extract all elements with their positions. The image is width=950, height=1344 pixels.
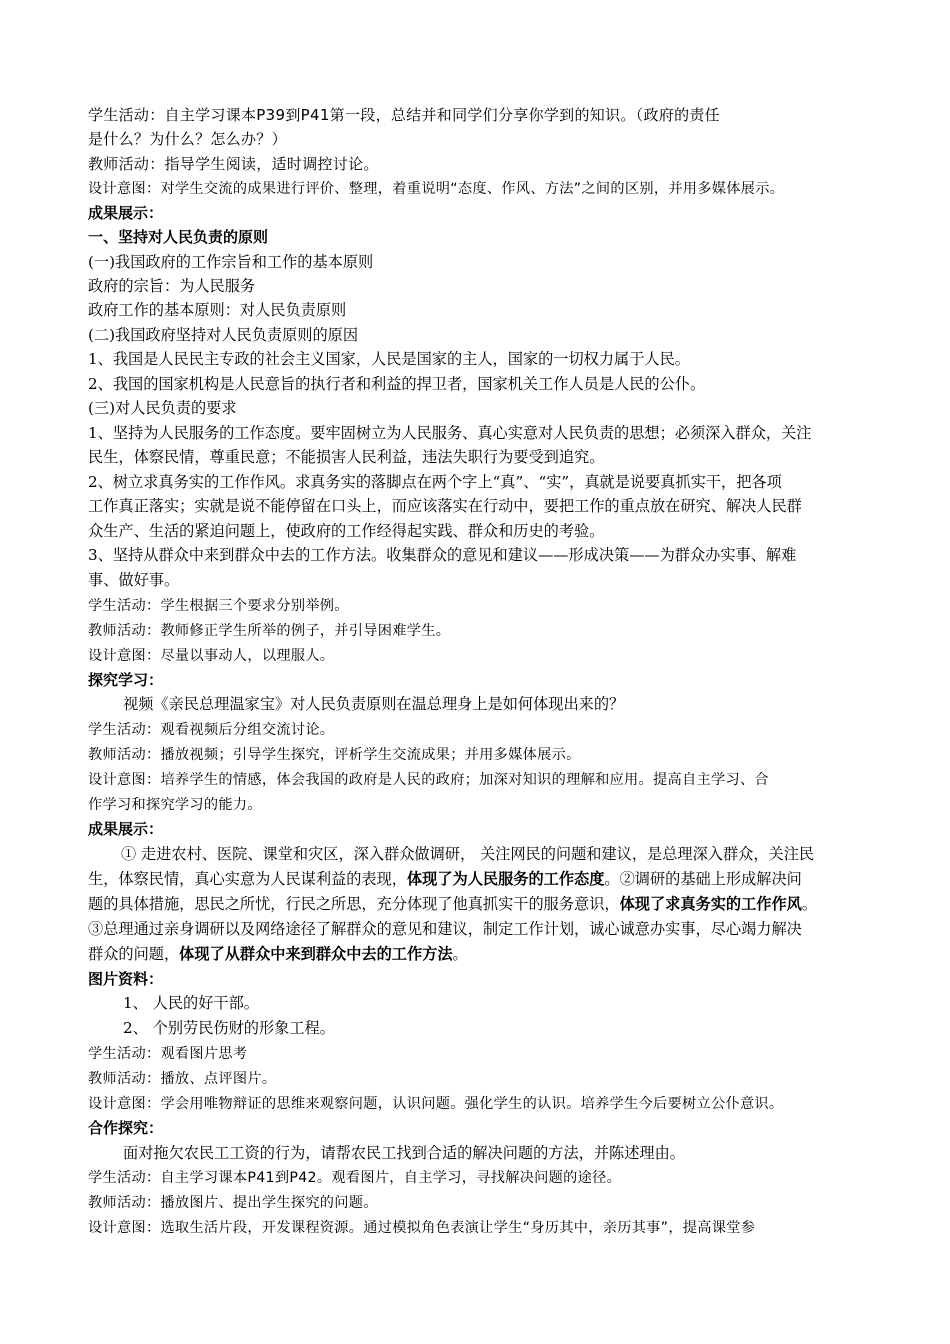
section-heading: 合作探究：	[88, 1119, 164, 1137]
paragraph-line: 2、我国的国家机构是人民意旨的执行者和利益的捍卫者，国家机关工作人员是人民的公仆。	[88, 375, 706, 393]
paragraph-line: 2、树立求真务实的工作作风。求真务实的落脚点在两个字上“真”、“实”，真就是说要真抓实干，把各项	[88, 473, 782, 491]
text-run: 群众的问题，	[88, 945, 180, 963]
paragraph-line: ① 走进农村、医院、课堂和灾区，深入群众做调研， 关注网民的问题和建议，是总理深入群众，关注民	[121, 845, 815, 863]
emphasis-text: 体现了为人民服务的工作态度	[406, 870, 605, 888]
paragraph-line: 众生产、生活的紧迫问题上，使政府的工作经得起实践、群众和历史的考验。	[88, 522, 605, 540]
teacher-activity-line: 教师活动：播放图片、提出学生探究的问题。	[88, 1195, 378, 1211]
paragraph-line	[88, 872, 802, 887]
student-activity-line: 学生活动：观看视频后分组交流讨论。	[88, 722, 335, 738]
paragraph-line: (三)对人民负责的要求	[88, 399, 237, 417]
design-intent-line: 设计意图：尽量以事动人，以理服人。	[88, 648, 335, 664]
paragraph-line: 政府的宗旨：为人民服务	[88, 277, 256, 295]
paragraph-line: 民生，体察民情，尊重民意；不能损害人民利益，违法失职行为要受到追究。	[88, 448, 605, 466]
paragraph-line: ③总理通过亲身调研以及网络途径了解群众的意见和建议，制定工作计划，诚心诚意办实事，尽心竭力解决	[88, 920, 802, 938]
section-heading: 图片资料：	[88, 970, 164, 988]
paragraph-line: 1、坚持为人民服务的工作态度。要牢固树立为人民服务、真心实意对人民负责的思想；必须深入群众，关注	[88, 424, 812, 442]
teacher-activity-line: 教师活动：教师修正学生所举的例子，并引导困难学生。	[88, 623, 451, 639]
design-intent-line-cont: 作学习和探究学习的能力。	[88, 797, 262, 813]
student-activity-line-cont: 是什么？为什么？怎么办？）	[88, 130, 287, 148]
design-intent-line: 设计意图：对学生交流的成果进行评价、整理，着重说明“态度、作风、方法”之间的区别，并用多媒体展示。	[88, 181, 785, 197]
student-activity-line: 学生活动：自主学习课本P41到P42。观看图片，自主学习，寻找解决问题的途径。	[88, 1170, 622, 1186]
text-run: 。②调研的基础上形成解决问	[604, 870, 802, 888]
section-heading: 一、坚持对人民负责的原则	[88, 228, 269, 246]
paragraph-line: 面对拖欠农民工工资的行为，请帮农民工找到合适的解决问题的方法，并陈述理由。	[123, 1144, 685, 1162]
text-run: 生，体察民情，真心实意为人民谋利益的表现，	[88, 870, 407, 888]
text-run: 。	[452, 945, 468, 963]
text-run: 。	[801, 895, 817, 913]
section-heading: 成果展示：	[88, 820, 164, 838]
design-intent-line: 设计意图：选取生活片段，开发课程资源。通过模拟角色表演让学生“身历其中，亲历其事”，提高课堂参	[88, 1220, 756, 1236]
paragraph-line: 事、做好事。	[88, 571, 180, 589]
paragraph-line: (一)我国政府的工作宗旨和工作的基本原则	[88, 253, 374, 271]
student-activity-line: 学生活动：自主学习课本P39到P41第一段，总结并和同学们分享你学到的知识。（政府的责任	[88, 106, 720, 124]
paragraph-line	[88, 897, 817, 912]
teacher-activity-line: 教师活动：指导学生阅读，适时调控讨论。	[88, 155, 379, 173]
teacher-activity-line: 教师活动：播放视频；引导学生探究，评析学生交流成果；并用多媒体展示。	[88, 747, 581, 763]
paragraph-line	[88, 947, 468, 962]
section-heading: 成果展示：	[88, 204, 164, 222]
design-intent-line: 设计意图：学会用唯物辩证的思维来观察问题，认识问题。强化学生的认识。培养学生今后要树立公仆意识。	[88, 1096, 784, 1112]
student-activity-line: 学生活动：学生根据三个要求分别举例。	[88, 598, 349, 614]
text-run: 题的具体措施，思民之所忧，行民之所思，充分体现了他真抓实干的服务意识，	[88, 895, 620, 913]
student-activity-line: 学生活动：观看图片思考	[88, 1046, 248, 1062]
paragraph-line: 政府工作的基本原则：对人民负责原则	[88, 301, 347, 319]
emphasis-text: 体现了求真务实的工作作风	[619, 895, 802, 913]
paragraph-line: 视频《亲民总理温家宝》对人民负责原则在温总理身上是如何体现出来的？	[123, 695, 625, 713]
teacher-activity-line: 教师活动：播放、点评图片。	[88, 1071, 277, 1087]
section-heading: 探究学习：	[88, 671, 164, 689]
list-item: 1、 人民的好干部。	[123, 994, 259, 1012]
list-item: 2、 个别劳民伤财的形象工程。	[123, 1019, 335, 1037]
paragraph-line: (二)我国政府坚持对人民负责原则的原因	[88, 326, 359, 344]
design-intent-line: 设计意图：培养学生的情感，体会我国的政府是人民的政府；加深对知识的理解和应用。提高自主学习、合	[88, 772, 769, 788]
paragraph-line: 工作真正落实；实就是说不能停留在口头上，而应该落实在行动中，要把工作的重点放在研究、解决人民群	[88, 497, 802, 515]
emphasis-text: 体现了从群众中来到群众中去的工作方法	[179, 945, 453, 963]
paragraph-line: 1、我国是人民民主专政的社会主义国家，人民是国家的主人，国家的一切权力属于人民。	[88, 350, 690, 368]
paragraph-line: 3、坚持从群众中来到群众中去的工作方法。收集群众的意见和建议——形成决策——为群众办实事、解难	[88, 546, 797, 564]
